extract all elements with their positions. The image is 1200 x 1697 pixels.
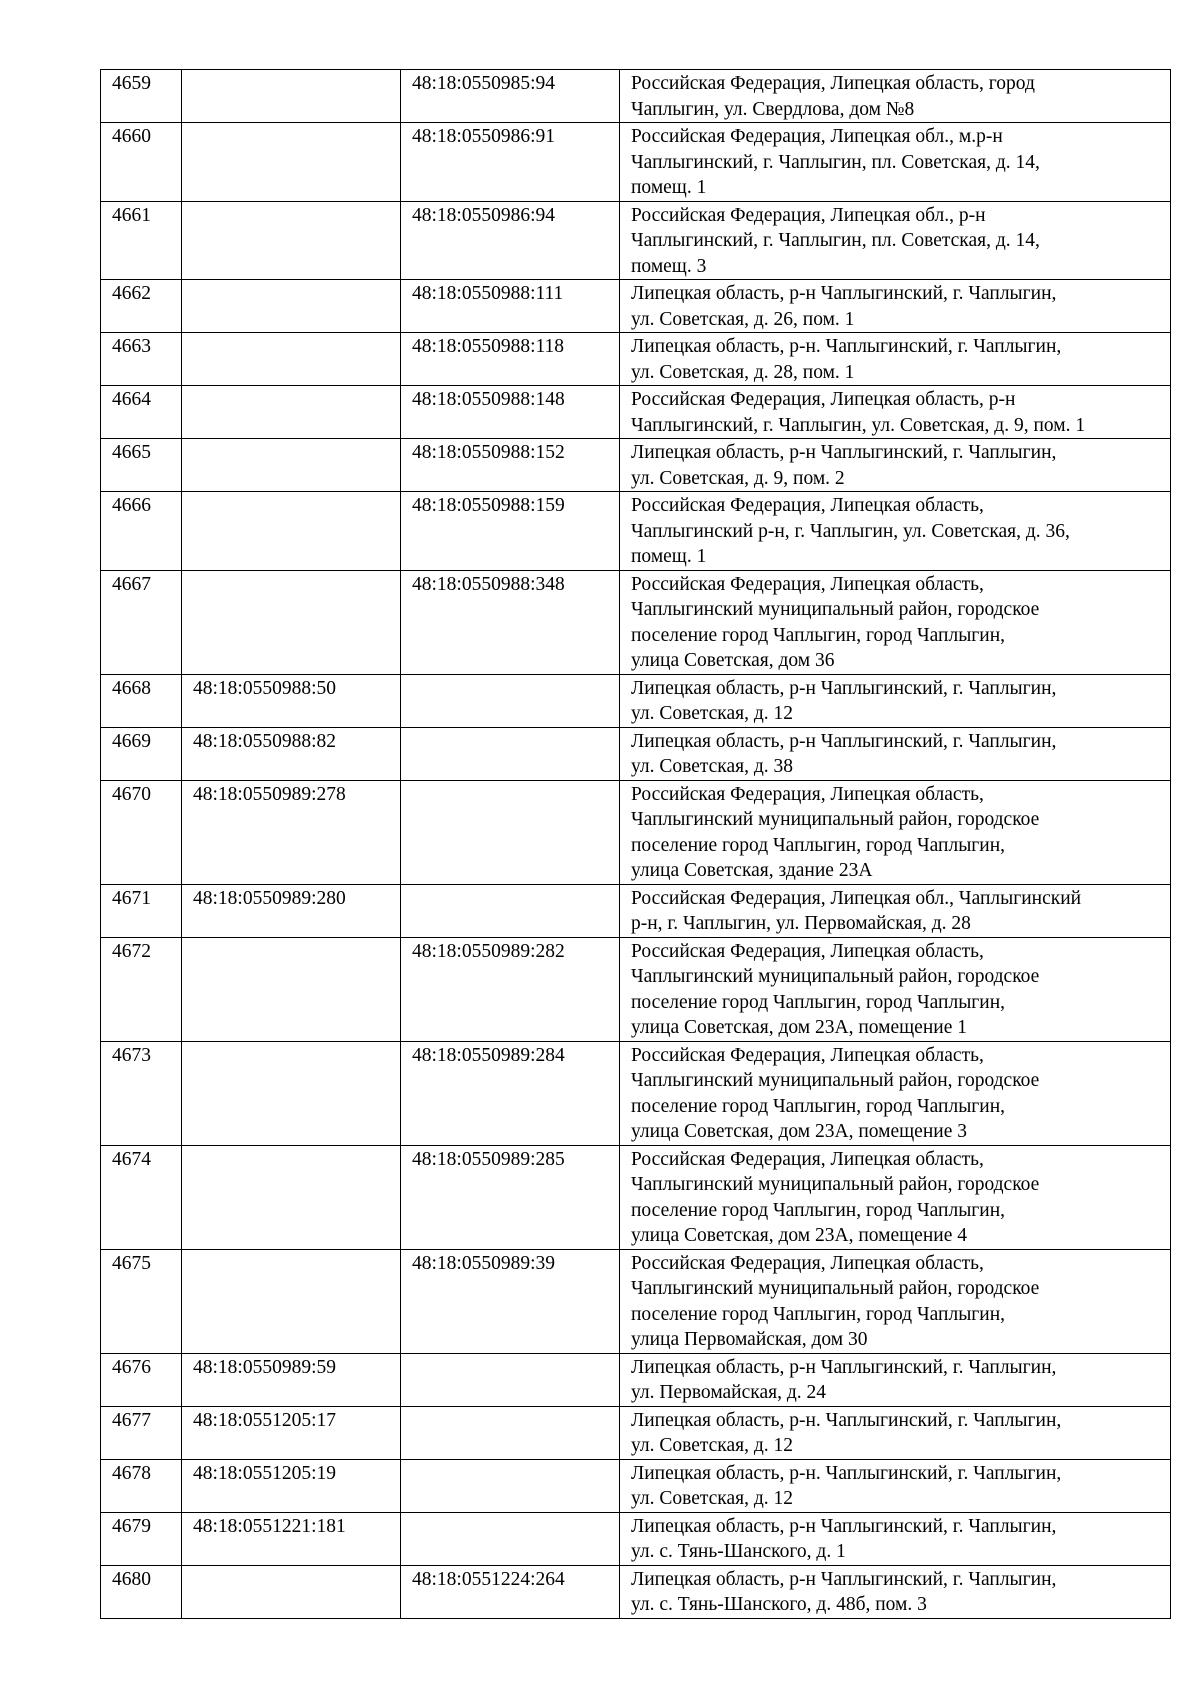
object-cadastral-number-cell — [401, 1459, 620, 1512]
land-cadastral-number-cell — [182, 70, 401, 123]
row-number-cell: 4663 — [101, 333, 182, 386]
address-cell: Российская Федерация, Липецкая область, Чаплыгинский р-н, г. Чаплыгин, ул. Советская, д. 36, помещ. 1 — [620, 492, 1171, 571]
row-number-cell: 4665 — [101, 439, 182, 492]
object-cadastral-number-cell: 48:18:0550989:285 — [401, 1145, 620, 1249]
row-number-cell: 4676 — [101, 1353, 182, 1406]
row-number-cell: 4677 — [101, 1406, 182, 1459]
object-cadastral-number-cell: 48:18:0550989:39 — [401, 1249, 620, 1353]
row-number-cell: 4667 — [101, 570, 182, 674]
registry-table-body — [101, 70, 1171, 1619]
row-number-cell: 4678 — [101, 1459, 182, 1512]
table-row — [101, 1145, 1171, 1249]
table-row — [101, 780, 1171, 884]
table-row — [101, 492, 1171, 571]
row-number-cell: 4666 — [101, 492, 182, 571]
object-cadastral-number-cell: 48:18:0550986:94 — [401, 201, 620, 280]
land-cadastral-number-cell — [182, 1041, 401, 1145]
address-cell: Российская Федерация, Липецкая область, р-н Чаплыгинский, г. Чаплыгин, ул. Советская, д. 9, пом. 1 — [620, 386, 1171, 439]
object-cadastral-number-cell — [401, 1353, 620, 1406]
land-cadastral-number-cell — [182, 1565, 401, 1618]
land-cadastral-number-cell: 48:18:0551221:181 — [182, 1512, 401, 1565]
object-cadastral-number-cell: 48:18:0550989:284 — [401, 1041, 620, 1145]
table-row — [101, 1512, 1171, 1565]
table-row — [101, 1041, 1171, 1145]
land-cadastral-number-cell: 48:18:0550989:280 — [182, 884, 401, 937]
address-cell: Российская Федерация, Липецкая область, Чаплыгинский муниципальный район, городское поселение город Чаплыгин, город Чаплыгин, улица Первомайская, дом 30 — [620, 1249, 1171, 1353]
land-cadastral-number-cell — [182, 1145, 401, 1249]
object-cadastral-number-cell — [401, 780, 620, 884]
land-cadastral-number-cell — [182, 333, 401, 386]
address-cell: Российская Федерация, Липецкая обл., м.р-н Чаплыгинский, г. Чаплыгин, пл. Советская, д. 14, помещ. 1 — [620, 123, 1171, 202]
table-row — [101, 439, 1171, 492]
table-row — [101, 1459, 1171, 1512]
land-cadastral-number-cell — [182, 123, 401, 202]
address-cell: Липецкая область, р-н. Чаплыгинский, г. Чаплыгин, ул. Советская, д. 28, пом. 1 — [620, 333, 1171, 386]
row-number-cell: 4664 — [101, 386, 182, 439]
row-number-cell: 4680 — [101, 1565, 182, 1618]
address-cell: Российская Федерация, Липецкая обл., р-н Чаплыгинский, г. Чаплыгин, пл. Советская, д. 14, помещ. 3 — [620, 201, 1171, 280]
address-cell: Липецкая область, р-н Чаплыгинский, г. Чаплыгин, ул. Советская, д. 26, пом. 1 — [620, 280, 1171, 333]
address-cell: Российская Федерация, Липецкая область, Чаплыгинский муниципальный район, городское поселение город Чаплыгин, город Чаплыгин, улица Советская, дом 23А, помещение 1 — [620, 937, 1171, 1041]
row-number-cell: 4659 — [101, 70, 182, 123]
land-cadastral-number-cell: 48:18:0550988:82 — [182, 727, 401, 780]
table-row — [101, 123, 1171, 202]
row-number-cell: 4673 — [101, 1041, 182, 1145]
land-cadastral-number-cell — [182, 492, 401, 571]
table-row — [101, 70, 1171, 123]
row-number-cell: 4679 — [101, 1512, 182, 1565]
table-row — [101, 1406, 1171, 1459]
object-cadastral-number-cell — [401, 674, 620, 727]
row-number-cell: 4662 — [101, 280, 182, 333]
row-number-cell: 4669 — [101, 727, 182, 780]
address-cell: Липецкая область, р-н. Чаплыгинский, г. Чаплыгин, ул. Советская, д. 12 — [620, 1406, 1171, 1459]
object-cadastral-number-cell — [401, 727, 620, 780]
table-row — [101, 674, 1171, 727]
object-cadastral-number-cell — [401, 1512, 620, 1565]
address-cell: Липецкая область, р-н Чаплыгинский, г. Чаплыгин, ул. Советская, д. 9, пом. 2 — [620, 439, 1171, 492]
address-cell: Липецкая область, р-н Чаплыгинский, г. Чаплыгин, ул. Советская, д. 12 — [620, 674, 1171, 727]
land-cadastral-number-cell — [182, 439, 401, 492]
row-number-cell: 4670 — [101, 780, 182, 884]
land-cadastral-number-cell — [182, 937, 401, 1041]
object-cadastral-number-cell: 48:18:0550986:91 — [401, 123, 620, 202]
address-cell: Российская Федерация, Липецкая область, Чаплыгинский муниципальный район, городское поселение город Чаплыгин, город Чаплыгин, улица Советская, дом 23А, помещение 4 — [620, 1145, 1171, 1249]
address-cell: Липецкая область, р-н. Чаплыгинский, г. Чаплыгин, ул. Советская, д. 12 — [620, 1459, 1171, 1512]
row-number-cell: 4671 — [101, 884, 182, 937]
object-cadastral-number-cell: 48:18:0550985:94 — [401, 70, 620, 123]
address-cell: Липецкая область, р-н Чаплыгинский, г. Чаплыгин, ул. с. Тянь-Шанского, д. 1 — [620, 1512, 1171, 1565]
land-cadastral-number-cell: 48:18:0550989:278 — [182, 780, 401, 884]
address-cell: Липецкая область, р-н Чаплыгинский, г. Чаплыгин, ул. Советская, д. 38 — [620, 727, 1171, 780]
object-cadastral-number-cell: 48:18:0550988:118 — [401, 333, 620, 386]
row-number-cell: 4661 — [101, 201, 182, 280]
table-row — [101, 201, 1171, 280]
object-cadastral-number-cell: 48:18:0551224:264 — [401, 1565, 620, 1618]
row-number-cell: 4674 — [101, 1145, 182, 1249]
table-row — [101, 1565, 1171, 1618]
address-cell: Липецкая область, р-н Чаплыгинский, г. Чаплыгин, ул. Первомайская, д. 24 — [620, 1353, 1171, 1406]
table-row — [101, 570, 1171, 674]
row-number-cell: 4672 — [101, 937, 182, 1041]
land-cadastral-number-cell — [182, 1249, 401, 1353]
object-cadastral-number-cell: 48:18:0550988:152 — [401, 439, 620, 492]
land-cadastral-number-cell — [182, 570, 401, 674]
land-cadastral-number-cell — [182, 386, 401, 439]
table-row — [101, 386, 1171, 439]
object-cadastral-number-cell: 48:18:0550988:111 — [401, 280, 620, 333]
row-number-cell: 4675 — [101, 1249, 182, 1353]
address-cell: Российская Федерация, Липецкая область, Чаплыгинский муниципальный район, городское поселение город Чаплыгин, город Чаплыгин, улица Советская, дом 23А, помещение 3 — [620, 1041, 1171, 1145]
land-cadastral-number-cell: 48:18:0551205:17 — [182, 1406, 401, 1459]
address-cell: Российская Федерация, Липецкая обл., Чаплыгинский р-н, г. Чаплыгин, ул. Первомайская, д. 28 — [620, 884, 1171, 937]
land-cadastral-number-cell: 48:18:0551205:19 — [182, 1459, 401, 1512]
address-cell: Российская Федерация, Липецкая область, Чаплыгинский муниципальный район, городское поселение город Чаплыгин, город Чаплыгин, улица Советская, дом 36 — [620, 570, 1171, 674]
address-cell: Российская Федерация, Липецкая область, город Чаплыгин, ул. Свердлова, дом №8 — [620, 70, 1171, 123]
object-cadastral-number-cell — [401, 1406, 620, 1459]
object-cadastral-number-cell: 48:18:0550988:159 — [401, 492, 620, 571]
row-number-cell: 4668 — [101, 674, 182, 727]
row-number-cell: 4660 — [101, 123, 182, 202]
object-cadastral-number-cell — [401, 884, 620, 937]
land-cadastral-number-cell: 48:18:0550988:50 — [182, 674, 401, 727]
object-cadastral-number-cell: 48:18:0550988:348 — [401, 570, 620, 674]
table-row — [101, 937, 1171, 1041]
table-row — [101, 727, 1171, 780]
address-cell: Российская Федерация, Липецкая область, Чаплыгинский муниципальный район, городское поселение город Чаплыгин, город Чаплыгин, улица Советская, здание 23А — [620, 780, 1171, 884]
registry-table — [100, 69, 1171, 1619]
land-cadastral-number-cell — [182, 201, 401, 280]
table-row — [101, 333, 1171, 386]
land-cadastral-number-cell — [182, 280, 401, 333]
document-page — [100, 69, 1170, 1619]
object-cadastral-number-cell: 48:18:0550988:148 — [401, 386, 620, 439]
address-cell: Липецкая область, р-н Чаплыгинский, г. Чаплыгин, ул. с. Тянь-Шанского, д. 48б, пом. 3 — [620, 1565, 1171, 1618]
land-cadastral-number-cell: 48:18:0550989:59 — [182, 1353, 401, 1406]
table-row — [101, 1353, 1171, 1406]
table-row — [101, 1249, 1171, 1353]
table-row — [101, 884, 1171, 937]
table-row — [101, 280, 1171, 333]
object-cadastral-number-cell: 48:18:0550989:282 — [401, 937, 620, 1041]
